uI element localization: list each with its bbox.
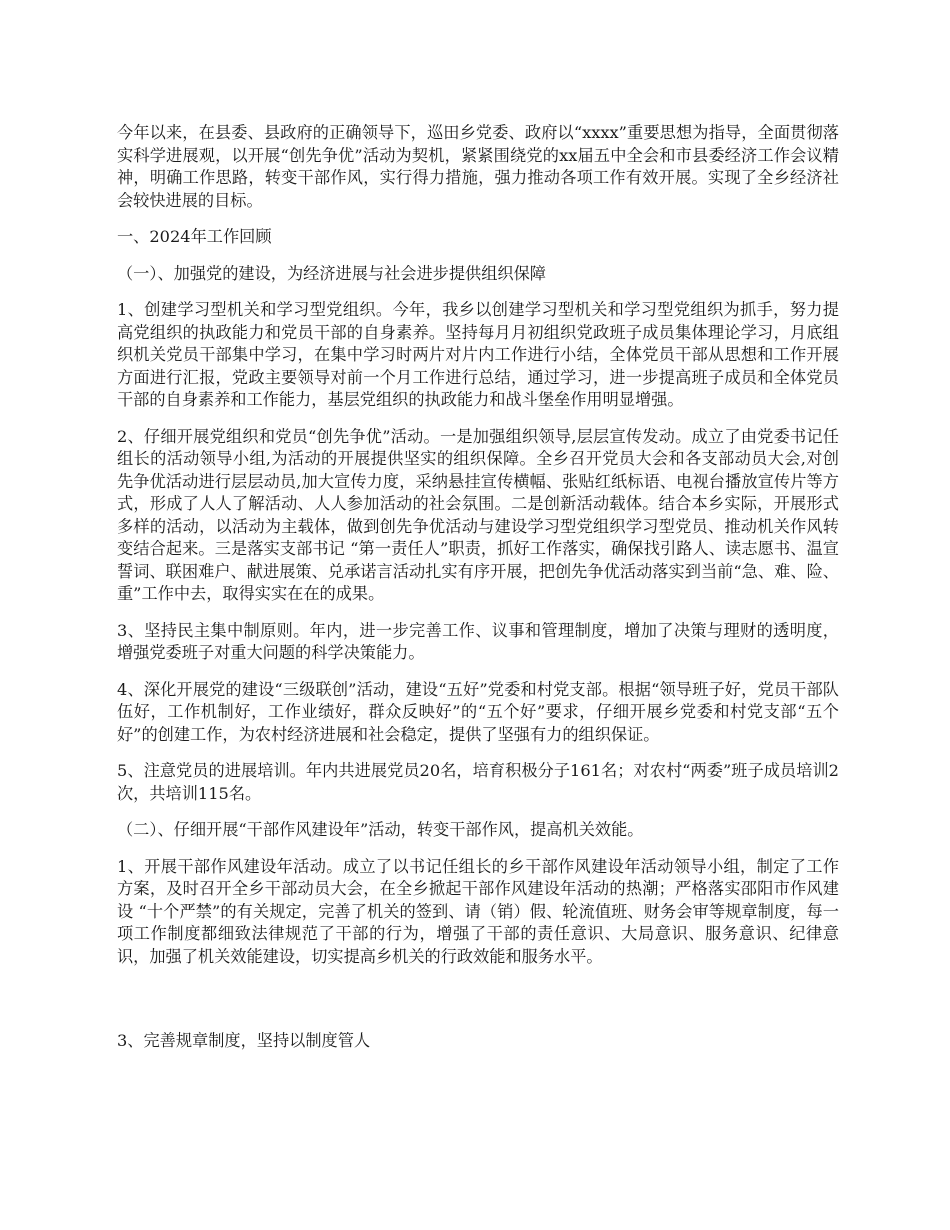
paragraph-5: 5、注意党员的进展培训。年内共进展党员20名，培育积极分子161名；对农村“两委”班子成员培训2次，共培训115名。	[117, 761, 839, 803]
paragraph-7: 3、完善规章制度，坚持以制度管人	[117, 1031, 371, 1050]
document-page	[117, 122, 839, 1053]
paragraph-1: 1、创建学习型机关和学习型党组织。今年，我乡以创建学习型机关和学习型党组织为抓手，努力提高党组织的执政能力和党员干部的自身素养。坚持每月月初组织党政班子成员集体理论学习，月底组织机关党员干部集中学习，在集中学习时两片对片内工作进行小结，全体党员干部从思想和工作开展方面进行汇报，党政主要领导对前一个月工作进行总结，通过学习，进一步提高班子成员和全体党员干部的自身素养和工作能力，基层党组织的执政能力和战斗堡垒作用明显增强。	[117, 300, 839, 409]
section-heading: 一、2024年工作回顾	[117, 227, 272, 246]
paragraph-2: 2、仔细开展党组织和党员“创先争优”活动。一是加强组织领导,层层宣传发动。成立了由党委书记任组长的活动领导小组,为活动的开展提供坚实的组织保障。全乡召开党员大会和各支部动员大会,对创先争优活动进行层层动员,加大宣传力度，采纳悬挂宣传横幅、张贴红纸标语、电视台播放宣传片等方式，形成了人人了解活动、人人参加活动的社会氛围。二是创新活动载体。结合本乡实际，开展形式多样的活动，以活动为主载体，做到创先争优活动与建设学习型党组织学习型党员、推动机关作风转变结合起来。三是落实支部书记 “第一责任人”职责，抓好工作落实，确保找引路人、读志愿书、温宣誓词、联困难户、献进展策、兑承诺言活动扎实有序开展，把创先争优活动落实到当前“急、难、险、重”工作中去，取得实实在在的成果。	[117, 426, 839, 603]
subsection-heading-2: （二）、仔细开展“干部作风建设年”活动，转变干部作风，提高机关效能。	[117, 820, 644, 839]
paragraph-4: 4、深化开展党的建设“三级联创”活动，建设“五好”党委和村党支部。根据“领导班子好，党员干部队伍好，工作机制好，工作业绩好，群众反映好”的“五个好”要求，仔细开展乡党委和村党支部“五个好”的创建工作，为农村经济进展和社会稳定，提供了坚强有力的组织保证。	[117, 679, 839, 744]
paragraph-6: 1、开展干部作风建设年活动。成立了以书记任组长的乡干部作风建设年活动领导小组，制定了工作方案，及时召开全乡干部动员大会，在全乡掀起干部作风建设年活动的热潮；严格落实邵阳市作风建设 “十个严禁”的有关规定，完善了机关的签到、请（销）假、轮流值班、财务会审等规章制度，每一项工作制度都细致法律规范了干部的行为，增强了干部的责任意识、大局意识、服务意识、纪律意识，加强了机关效能建设，切实提高乡机关的行政效能和服务水平。	[117, 856, 839, 966]
intro-paragraph: 今年以来，在县委、县政府的正确领导下，巡田乡党委、政府以“xxxx”重要思想为指导，全面贯彻落实科学进展观，以开展“创先争优”活动为契机，紧紧围绕党的xx届五中全会和市县委经济工作会议精神，明确工作思路，转变干部作风，实行得力措施，强力推动各项工作有效开展。实现了全乡经济社会较快进展的目标。	[117, 123, 839, 210]
paragraph-3: 3、坚持民主集中制原则。年内，进一步完善工作、议事和管理制度，增加了决策与理财的透明度，增强党委班子对重大问题的科学决策能力。	[117, 620, 839, 662]
subsection-heading: （一）、加强党的建设，为经济进展与社会进步提供组织保障	[117, 263, 546, 283]
